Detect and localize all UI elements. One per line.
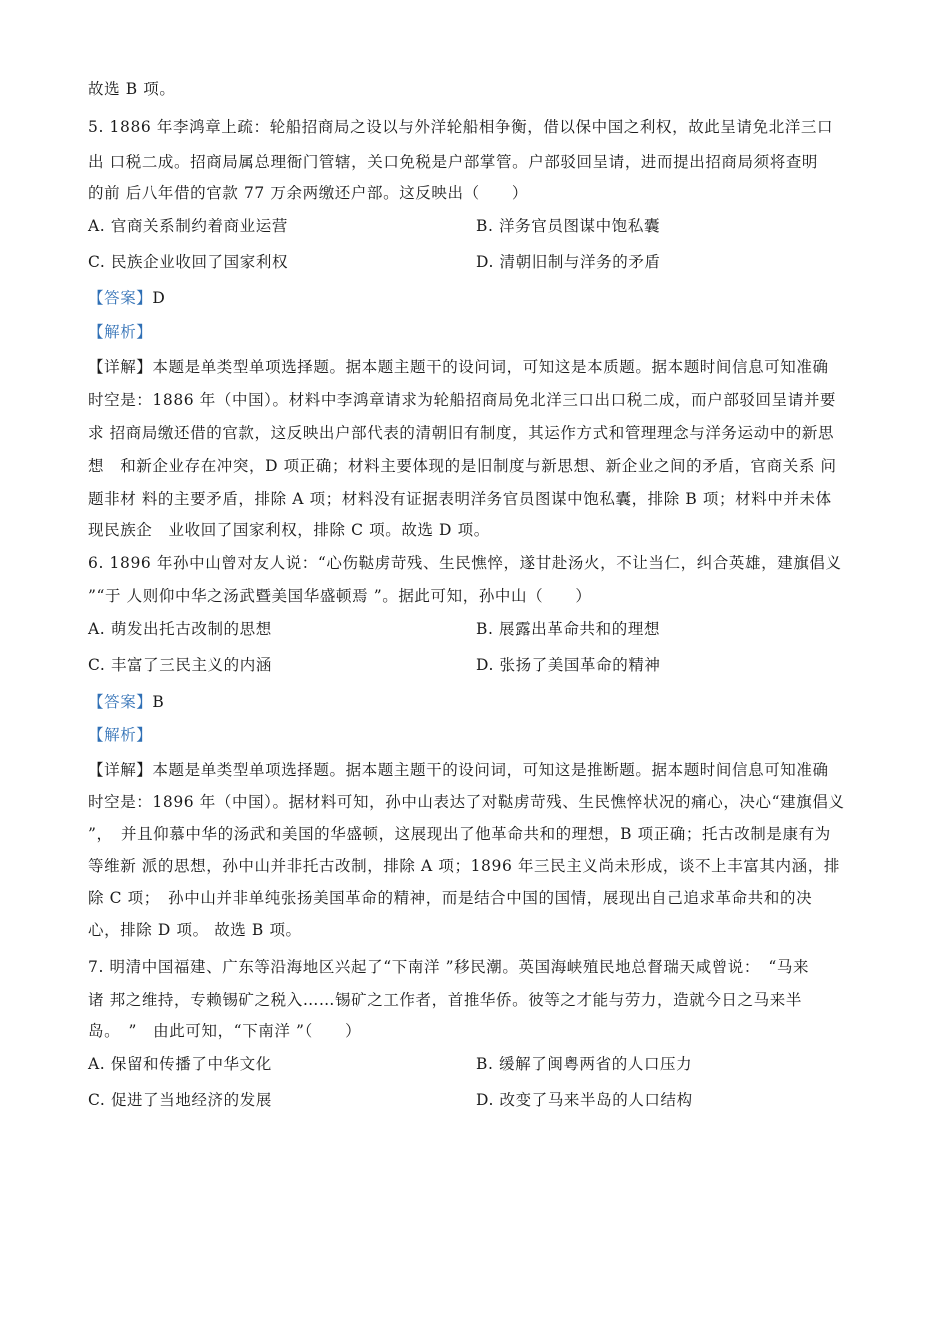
q6-detail-line-6: 心，排除 D 项。 故选 B 项。 <box>88 921 302 939</box>
q7-option-d: D. 改变了马来半岛的人口结构 <box>476 1091 693 1109</box>
q5-detail-line-4: 想 和新企业存在冲突，D 项正确；材料主要体现的是旧制度与新思想、新企业之间的矛盾，官商关系 问 <box>88 457 837 475</box>
q5-analysis-tag <box>88 321 868 343</box>
detail-tag: 【详解】 <box>88 761 153 779</box>
q7-stem-line-3: 岛。 ” 由此可知，“下南洋 ”（ ） <box>88 1022 362 1040</box>
q6-stem-line-2: ”“于 人则仰中华之汤武暨美国华盛顿焉 ”。据此可知，孙中山（ ） <box>88 587 592 605</box>
q5-option-a: A. 官商关系制约着商业运营 <box>88 217 288 235</box>
q7-stem-line-2: 诸 邦之维持，专赖锡矿之税入……锡矿之工作者，首推华侨。彼等之才能与劳力，造就今日之马来半 <box>88 991 802 1009</box>
intro-line: 故选 B 项。 <box>88 80 176 98</box>
q6-detail-line-2: 时空是：1896 年（中国）。据材料可知，孙中山表达了对鞑虏苛残、生民憔悴状况的痛心，决心“建旗倡义 <box>88 793 845 811</box>
q6-detail-line-4: 等维新 派的思想，孙中山并非托古改制，排除 A 项；1896 年三民主义尚未形成，谈不上丰富其内涵，排 <box>88 857 840 875</box>
answer-tag: 【答案】 <box>88 289 153 307</box>
q6-answer-line <box>88 691 868 713</box>
q6-detail-line-1 <box>88 759 868 781</box>
q6-detail-line-3: ”， 并且仰慕中华的汤武和美国的华盛顿，这展现出了他革命共和的理想，B 项正确；托古改制是康有为 <box>88 825 831 843</box>
q5-answer-value: D <box>152 289 166 307</box>
q5-stem-line-3: 的前 后八年借的官款 77 万余两缴还户部。这反映出（ ） <box>88 184 529 202</box>
q5-option-b: B. 洋务官员图谋中饱私囊 <box>476 217 661 235</box>
q5-detail-line-6: 现民族企 业收回了国家利权，排除 C 项。故选 D 项。 <box>88 521 490 539</box>
q5-detail-line-2: 时空是：1886 年（中国）。材料中李鸿章请求为轮船招商局免北洋三口出口税二成，而户部驳回呈请并要 <box>88 391 837 409</box>
analysis-tag: 【解析】 <box>88 323 153 341</box>
q5-option-d: D. 清朝旧制与洋务的矛盾 <box>476 253 661 271</box>
q6-detail-text-1: 本题是单类型单项选择题。据本题主题干的设问词，可知这是推断题。据本题时间信息可知准确 <box>152 761 829 779</box>
q7-option-b: B. 缓解了闽粤两省的人口压力 <box>476 1055 693 1073</box>
q6-option-d: D. 张扬了美国革命的精神 <box>476 656 661 674</box>
q5-answer-line <box>88 287 868 309</box>
q7-stem-line-1: 7. 明清中国福建、广东等沿海地区兴起了“下南洋 ”移民潮。英国海峡殖民地总督瑞天咸曾说： “马来 <box>88 958 810 976</box>
q6-analysis-tag <box>88 724 868 746</box>
q5-detail-line-3: 求 招商局缴还借的官款，这反映出户部代表的清朝旧有制度，其运作方式和管理理念与洋务运动中的新思 <box>88 424 835 442</box>
detail-tag: 【详解】 <box>88 358 153 376</box>
q6-option-a: A. 萌发出托古改制的思想 <box>88 620 272 638</box>
answer-tag: 【答案】 <box>88 693 153 711</box>
q7-option-c: C. 促进了当地经济的发展 <box>88 1091 272 1109</box>
analysis-tag: 【解析】 <box>88 726 153 744</box>
q5-detail-line-1 <box>88 356 868 378</box>
q6-option-c: C. 丰富了三民主义的内涵 <box>88 656 272 674</box>
q5-detail-line-5: 题非材 料的主要矛盾，排除 A 项；材料没有证据表明洋务官员图谋中饱私囊，排除 B 项；材料中并未体 <box>88 490 832 508</box>
q5-stem-line-2: 出 口税二成。招商局属总理衙门管辖，关口免税是户部掌管。户部驳回呈请，进而提出招商局须将查明 <box>88 153 819 171</box>
q6-option-b: B. 展露出革命共和的理想 <box>476 620 661 638</box>
q5-stem-line-1: 5. 1886 年李鸿章上疏：轮船招商局之设以与外洋轮船相争衡，借以保中国之利权，故此呈请免北洋三口 <box>88 118 834 136</box>
q7-option-a: A. 保留和传播了中华文化 <box>88 1055 272 1073</box>
q5-detail-text-1: 本题是单类型单项选择题。据本题主题干的设问词，可知这是本质题。据本题时间信息可知准确 <box>152 358 829 376</box>
q5-option-c: C. 民族企业收回了国家利权 <box>88 253 289 271</box>
q6-detail-line-5: 除 C 项； 孙中山并非单纯张扬美国革命的精神，而是结合中国的国情，展现出自己追求革命共和的决 <box>88 889 813 907</box>
q6-stem-line-1: 6. 1896 年孙中山曾对友人说：“心伤鞑虏苛残、生民憔悴，遂甘赴汤火，不让当仁，纠合英雄，建旗倡义 <box>88 554 842 572</box>
q6-answer-value: B <box>152 693 165 711</box>
